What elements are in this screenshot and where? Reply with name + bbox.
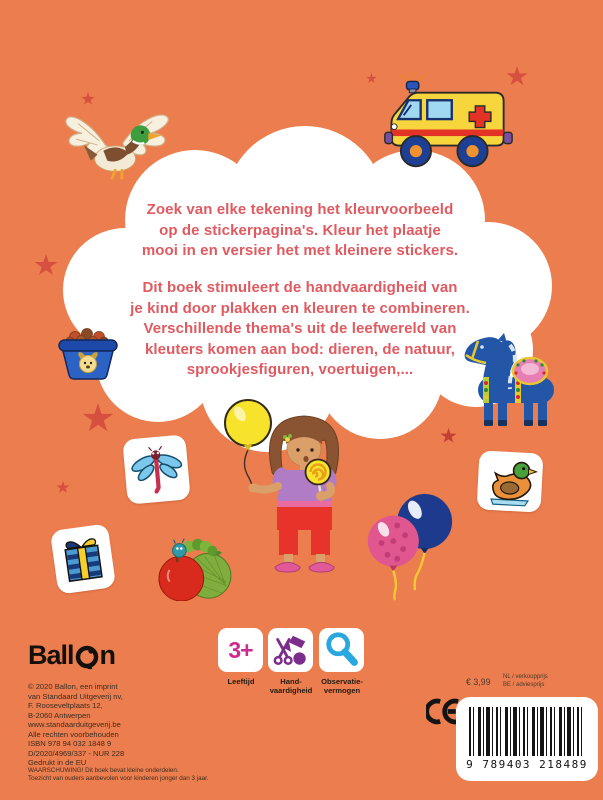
dragonfly-icon [126, 438, 187, 501]
ce-mark-icon [426, 697, 460, 726]
warning-text [28, 767, 209, 783]
imprint-text [28, 682, 124, 768]
warning-line: Toezicht van ouders aanbevolen voor kinderen jonger dan 3 jaar. [28, 775, 209, 782]
barcode-digits: 9 789403 218489 [466, 758, 588, 771]
gift-icon [55, 529, 110, 589]
balloons-illustration [360, 490, 458, 602]
ambulance-illustration [382, 70, 514, 172]
label-line: vaardigheid [269, 686, 313, 695]
price-notes [503, 673, 548, 689]
imprint-line: www.standaarduitgeverij.be [28, 720, 121, 729]
craft-badge [268, 628, 313, 672]
age-badge [218, 628, 263, 672]
gift-sticker [50, 523, 116, 594]
observation-badge-label [309, 677, 375, 695]
blurb-line: mooi in en versier het met kleinere stickers. [141, 242, 459, 259]
price-note-line: NL / verkoopprijs [503, 674, 548, 680]
label-line: Observatie- [321, 677, 363, 686]
imprint-line: ISBN 978 94 032 1848 9 [28, 739, 112, 748]
imprint-line: F. Rooseveltplaats 12, [28, 701, 103, 710]
blurb-paragraph-1 [80, 200, 520, 262]
price-note-line: BE / adviesprijs [503, 682, 545, 688]
star-decoration [366, 73, 377, 84]
label-line: vermogen [323, 686, 361, 695]
barcode [456, 697, 598, 781]
blurb-line: sprookjesfiguren, voertuigen,... [186, 361, 414, 378]
price-value: € 3,99 [466, 677, 491, 687]
blurb-line: kleuters komen aan bod: dieren, de natuur, [144, 340, 456, 358]
balloon-icon [75, 644, 99, 670]
scissors-and-glue-icon [272, 631, 310, 669]
duck-icon [482, 455, 539, 508]
imprint-line: © 2020 Ballon, een imprint [28, 682, 118, 691]
blurb-line: Verschillende thema's uit de leefwereld van [143, 320, 457, 337]
imprint-line: van Standaard Uitgeverij nv, [28, 691, 123, 701]
observation-badge [319, 628, 364, 672]
star-decoration [56, 481, 70, 494]
dragonfly-sticker [122, 434, 190, 504]
blurb-line: op de stickerpagina's. Kleur het plaatje [159, 221, 441, 239]
imprint-line: Gedrukt in de EU [28, 758, 87, 767]
imprint-line: B-2060 Antwerpen [28, 710, 91, 720]
logo-text: n [99, 640, 116, 670]
logo-text: Ball [28, 640, 74, 670]
imprint-line: Alle rechten voorbehouden [28, 729, 119, 739]
blurb-paragraph-2 [80, 278, 520, 381]
warning-line: WAARSCHUWING! Dit boek bevat kleine onderdelen. [28, 767, 179, 774]
flying-duck-illustration [60, 102, 178, 184]
blurb-line: je kind door plakken en kleuren te combineren. [130, 299, 470, 317]
blurb-line: Zoek van elke tekening het kleurvoorbeeld [146, 201, 454, 218]
label-line: Leeftijd [227, 677, 255, 686]
imprint-line: D/2020/4969/337 - NUR 228 [28, 748, 125, 758]
magnifier-icon [323, 631, 361, 669]
duck-sticker [476, 450, 543, 512]
blurb-line: Dit boek stimuleert de handvaardigheid van [142, 279, 458, 296]
dala-horse-illustration [458, 333, 558, 429]
age-value: 3+ [228, 636, 253, 663]
label-line: Hand- [280, 677, 302, 686]
dog-bowl-illustration [57, 327, 119, 381]
ballon-logo [28, 640, 115, 671]
barcode-bars [469, 707, 585, 756]
girl-illustration [222, 398, 362, 576]
